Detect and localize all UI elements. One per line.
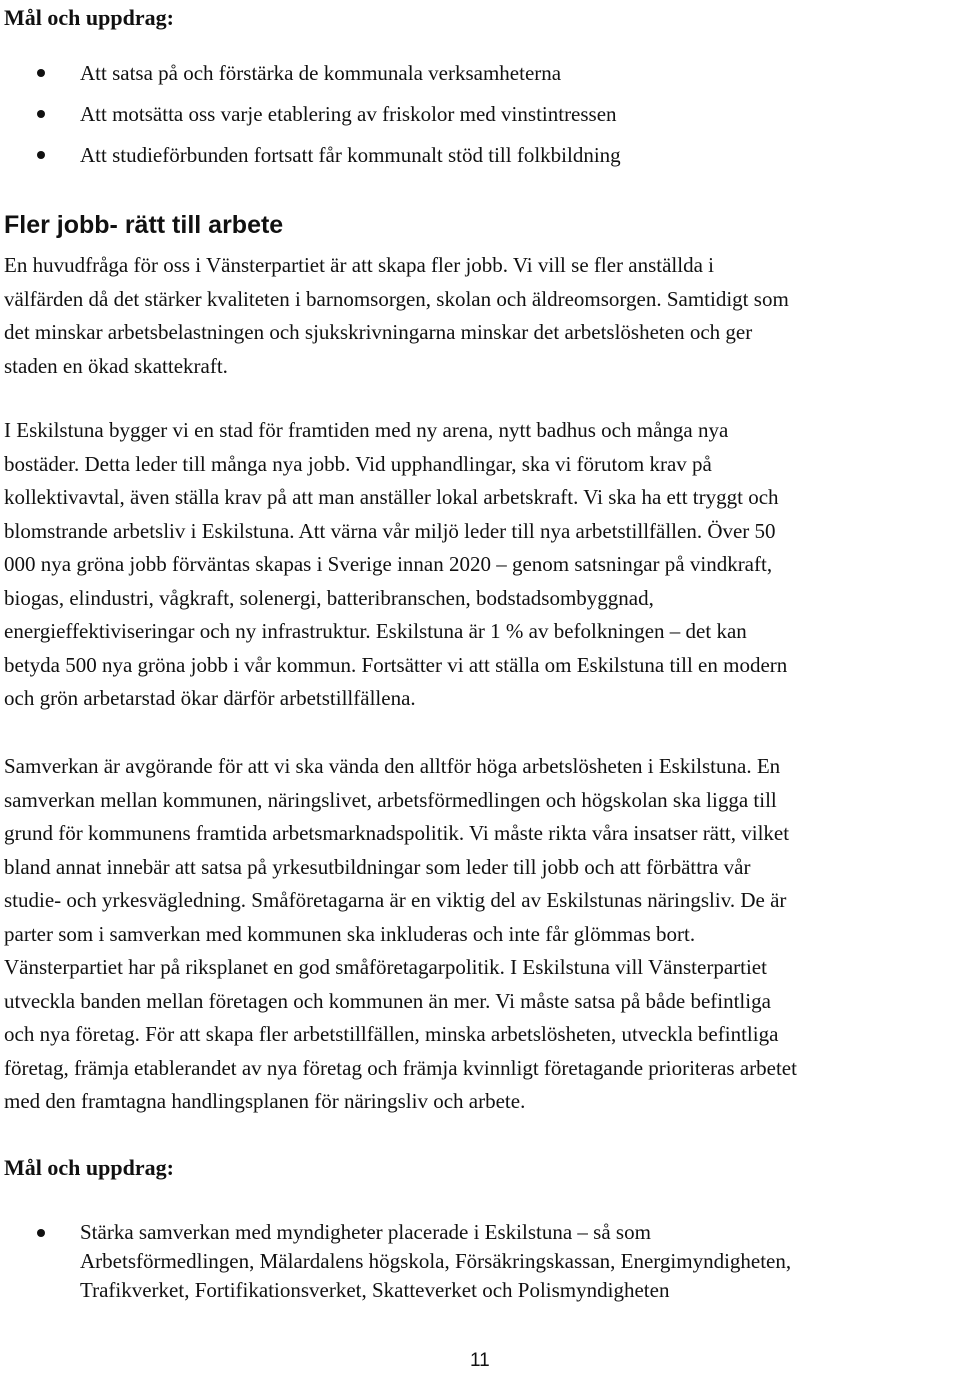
list-item-text: Trafikverket, Fortifikationsverket, Skatteverket och Polismyndigheten (80, 1278, 670, 1302)
text-line: 000 nya gröna jobb förväntas skapas i Sverige innan 2020 – genom satsningar på vindkraft, (4, 552, 773, 576)
text-line: utveckla banden mellan företagen och kommunen än mer. Vi måste satsa på både befintliga (4, 988, 771, 1013)
text-line: betyda 500 nya gröna jobb i vår kommun. Fortsätter vi att ställa om Eskilstuna till en modern (4, 652, 788, 677)
text-line: I Eskilstuna bygger vi en stad för framtiden med ny arena, nytt badhus och många nya (4, 418, 729, 442)
text-line: En huvudfråga för oss i Vänsterpartiet är att skapa fler jobb. Vi vill se fler anställda i (4, 253, 715, 277)
text-line: samverkan mellan kommunen, näringslivet, arbetsförmedlingen och högskolan ska ligga till (4, 787, 777, 812)
page-number: 11 (470, 1350, 490, 1371)
paragraph (4, 414, 787, 716)
section-heading-goals: Mål och uppdrag: (4, 1155, 174, 1180)
bullet-dot-icon (37, 69, 45, 77)
text-line: biogas, elindustri, vågkraft, solenergi, batteribranschen, bodstadsombyggnad, (4, 585, 654, 610)
list-item (0, 140, 621, 181)
text-line: bland annat innebär att satsa på yrkesutbildningar som leder till jobb och att förbättra vår (4, 854, 751, 879)
text-line: välfärden då det stärker kvaliteten i barnomsorgen, skolan och äldreomsorgen. Samtidigt som (4, 286, 789, 311)
list-item-text: Att satsa på och förstärka de kommunala verksamheterna (80, 61, 562, 85)
list-item-text: Att studieförbunden fortsatt får kommunalt stöd till folkbildning (80, 143, 621, 167)
text-line: grund för kommunens framtida arbetsmarknadspolitik. Vi måste rikta våra insatser rätt, vilket (4, 821, 790, 845)
text-line: kollektivavtal, även ställa krav på att man anställer lokal arbetskraft. Vi ska ha ett tryggt och (4, 485, 779, 509)
text-line: Vänsterpartiet har på riksplanet en god småföretagarpolitik. I Eskilstuna vill Vänsterpartiet (4, 955, 767, 979)
bullet-dot-icon (37, 1229, 45, 1237)
text-line: och nya företag. För att skapa fler arbetstillfällen, minska arbetslösheten, utveckla befintliga (4, 1022, 779, 1046)
text-line: parter som i samverkan med kommunen ska inkluderas och inte får glömmas bort. (4, 921, 696, 946)
bullet-dot-icon (37, 151, 45, 159)
text-line: staden en ökad skattekraft. (4, 353, 228, 378)
list-item-text: Stärka samverkan med myndigheter placerade i Eskilstuna – så som (80, 1220, 651, 1244)
section-heading-goals: Mål och uppdrag: (4, 5, 174, 30)
list-item-text: Arbetsförmedlingen, Mälardalens högskola, Försäkringskassan, Energimyndigheten, (80, 1249, 792, 1273)
text-line: med den framtagna handlingsplanen för näringsliv och arbete. (4, 1089, 526, 1113)
text-line: bostäder. Detta leder till många nya jobb. Vid upphandlingar, ska vi förutom krav på (4, 451, 712, 476)
list-item (0, 99, 621, 140)
goals-list (0, 58, 621, 181)
paragraph (4, 249, 789, 383)
list-item (0, 1218, 791, 1305)
bullet-dot-icon (37, 110, 45, 118)
section-title: Fler jobb- rätt till arbete (4, 211, 284, 239)
list-item (0, 58, 621, 99)
text-line: energieffektiviseringar och ny infrastruktur. Eskilstuna är 1 % av befolkningen – det kan (4, 619, 747, 643)
text-line: företag, främja etablerandet av nya företag och främja kvinnligt företagande prioriteras arbetet (4, 1055, 797, 1080)
text-line: det minskar arbetsbelastningen och sjukskrivningarna minskar det arbetslösheten och ger (4, 320, 753, 344)
text-line: blomstrande arbetsliv i Eskilstuna. Att värna vår miljö leder till nya arbetstillfällen. Över 50 (4, 518, 776, 543)
goals-list (0, 1218, 791, 1305)
text-line: Samverkan är avgörande för att vi ska vända den alltför höga arbetslösheten i Eskilstuna. En (4, 754, 781, 778)
list-item-text: Att motsätta oss varje etablering av friskolor med vinstintressen (80, 102, 617, 126)
paragraph (4, 750, 797, 1119)
text-line: och grön arbetarstad ökar därför arbetstillfällena. (4, 686, 416, 710)
text-line: studie- och yrkesvägledning. Småföretagarna är en viktig del av Eskilstunas näringsliv. De är (4, 888, 787, 912)
